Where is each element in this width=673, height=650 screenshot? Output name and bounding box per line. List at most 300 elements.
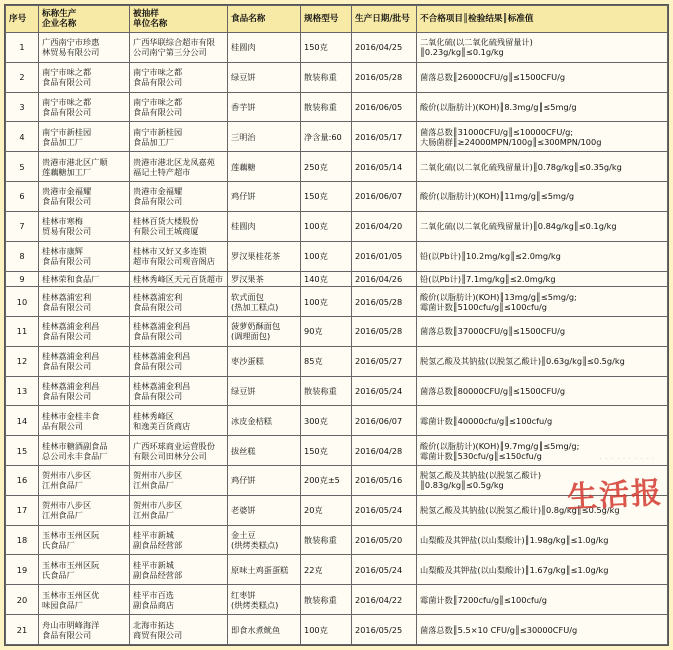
cell-line: 老婆饼: [231, 505, 256, 516]
cell-defects: [417, 182, 668, 212]
cell-sampled-unit: [130, 241, 228, 271]
cell-line: 2016/05/20: [355, 535, 403, 546]
cell-line: 拔丝糕: [231, 445, 256, 456]
cell-sampled-unit: [130, 211, 228, 241]
cell-line: 酸价(以脂肪计)(KOH)║13mg/g║≤5mg/g;: [420, 291, 577, 302]
cell-sampled-unit: [130, 182, 228, 212]
cell-producer: [39, 152, 130, 182]
cell-line: 18: [16, 535, 28, 546]
cell-line: 桂林荣和食品厂: [42, 273, 100, 284]
cell-line: 散装称重: [304, 594, 337, 605]
cell-defects: [417, 271, 668, 287]
cell-date: [352, 346, 417, 376]
cell-line: 大肠菌群║≥24000MPN/100g║≤300MPN/100g: [420, 136, 602, 147]
cell-food-name: [228, 555, 301, 585]
cell-defects: [417, 211, 668, 241]
cell-line: 桂林荔浦宏利: [42, 291, 92, 302]
cell-line: 14: [16, 415, 28, 426]
cell-food-name: [228, 585, 301, 615]
cell-line: 2016/04/26: [355, 273, 403, 284]
cell-line: 生产日期/批号: [355, 14, 410, 24]
cell-line: 味园食品厂: [42, 599, 83, 610]
cell-line: 酸价(以脂肪计)(KOH)║8.3mg/g║≤5mg/g: [420, 102, 577, 113]
cell-line: 桂林市康辉: [42, 246, 83, 257]
cell-producer: [39, 316, 130, 346]
cell-line: 桂林市寒梅: [42, 216, 83, 227]
cell-line: 100克: [304, 296, 328, 307]
cell-sampled-unit: [130, 152, 228, 182]
cell-line: 玉林市玉州区阮: [42, 559, 100, 570]
cell-defects: [417, 92, 668, 122]
table-row: [6, 211, 668, 241]
cell-spec: [301, 211, 352, 241]
cell-line: 桂平市新城: [133, 530, 174, 541]
cell-spec: [301, 436, 352, 466]
cell-defects: [417, 152, 668, 182]
cell-line: 江州食品厂: [42, 510, 83, 521]
cell-line: 南宁市味之都: [42, 67, 92, 78]
table-row: [6, 525, 668, 555]
cell-line: 桂林荔浦金利昌: [42, 380, 100, 391]
cell-line: 霉菌计数║5100cfu/g║≤100cfu/g: [420, 301, 547, 312]
header-producer: [39, 6, 130, 33]
cell-no: [6, 495, 39, 525]
table-row: [6, 346, 668, 376]
cell-line: 规格型号: [304, 14, 339, 24]
cell-producer: [39, 525, 130, 555]
cell-line: 贵港市金福耀: [42, 186, 92, 197]
cell-line: 香芋饼: [231, 102, 256, 113]
cell-line: 100克: [304, 624, 328, 635]
cell-line: 绿豆饼: [231, 385, 256, 396]
cell-food-name: [228, 465, 301, 495]
cell-line: 铅(以Pb计)║7.1mg/kg║≤2.0mg/kg: [420, 273, 556, 284]
table-row: [6, 316, 668, 346]
cell-line: 食品有限公司: [133, 331, 183, 342]
cell-producer: [39, 122, 130, 152]
cell-no: [6, 92, 39, 122]
cell-line: 二氧化硫(以二氧化硫残留量计)║0.78g/kg║≤0.35g/kg: [420, 161, 622, 172]
cell-line: 9: [19, 273, 25, 284]
cell-line: 广西环球商业运营股份: [133, 440, 215, 451]
cell-line: 不合格项目║检验结果║标准值: [420, 14, 534, 24]
cell-line: 2016/05/14: [355, 161, 403, 172]
cell-spec: [301, 495, 352, 525]
cell-line: 贸易有限公司: [42, 226, 92, 237]
cell-line: 桂林秀峰区: [133, 410, 174, 421]
cell-line: 铅(以Pb计)║10.2mg/kg║≤2.0mg/kg: [420, 251, 561, 262]
cell-line: 5: [19, 161, 25, 172]
cell-date: [352, 615, 417, 645]
cell-line: 食品有限公司: [42, 107, 92, 118]
cell-sampled-unit: [130, 62, 228, 92]
cell-line: 南宁市味之都: [42, 97, 92, 108]
cell-producer: [39, 182, 130, 212]
header-food-name: [228, 6, 301, 33]
cell-line: 和逸美百货商店: [133, 420, 191, 431]
cell-line: 即食水煮鱿鱼: [231, 624, 281, 635]
cell-line: 250克: [304, 161, 328, 172]
cell-line: 南宁市新桂园: [42, 126, 92, 137]
cell-line: 桂平市新城: [133, 559, 174, 570]
table-row: [6, 585, 668, 615]
cell-sampled-unit: [130, 465, 228, 495]
cell-defects: [417, 33, 668, 63]
cell-line: 2016/05/24: [355, 385, 403, 396]
cell-spec: [301, 376, 352, 406]
cell-food-name: [228, 495, 301, 525]
cell-line: 2016/04/20: [355, 221, 403, 232]
cell-date: [352, 555, 417, 585]
cell-line: 福记土特产超市: [133, 166, 191, 177]
cell-food-name: [228, 271, 301, 287]
cell-line: 超市有限公司观音阁店: [133, 256, 215, 267]
cell-defects: [417, 346, 668, 376]
cell-line: 贵港市港北区龙凤嘉苑: [133, 156, 215, 167]
cell-line: 序号: [9, 14, 27, 24]
cell-line: 散装称重: [304, 72, 337, 83]
cell-no: [6, 406, 39, 436]
cell-line: (烘烤类糕点): [231, 599, 279, 610]
cell-line: 副食品经营部: [133, 569, 183, 580]
cell-line: 红枣饼: [231, 589, 256, 600]
cell-spec: [301, 287, 352, 317]
cell-food-name: [228, 182, 301, 212]
cell-date: [352, 271, 417, 287]
cell-line: 4: [19, 131, 25, 142]
table-row: [6, 92, 668, 122]
cell-line: 菠萝奶酥面包: [231, 321, 281, 332]
cell-line: 鸡仔饼: [231, 475, 256, 486]
cell-date: [352, 406, 417, 436]
cell-line: 2016/05/28: [355, 296, 403, 307]
cell-line: 总公司永丰食品厂: [42, 450, 108, 461]
cell-line: 100克: [304, 251, 328, 262]
cell-no: [6, 555, 39, 585]
cell-sampled-unit: [130, 615, 228, 645]
cell-line: 300克: [304, 415, 328, 426]
cell-line: 2016/04/28: [355, 445, 403, 456]
table-row: [6, 122, 668, 152]
cell-defects: [417, 122, 668, 152]
cell-line: 12: [16, 356, 28, 367]
cell-producer: [39, 33, 130, 63]
cell-line: 食品有限公司: [133, 77, 183, 88]
table-row: [6, 436, 668, 466]
cell-line: 广西华联综合超市有限: [133, 37, 215, 48]
cell-no: [6, 525, 39, 555]
cell-food-name: [228, 211, 301, 241]
cell-spec: [301, 182, 352, 212]
cell-sampled-unit: [130, 555, 228, 585]
table-row: [6, 271, 668, 287]
cell-line: 菌落总数║37000CFU/g║≤1500CFU/g: [420, 326, 566, 337]
cell-line: 酸价(以脂肪计)(KOH)║9.7mg/g║≤5mg/g;: [420, 440, 580, 451]
cell-line: 被抽样: [133, 9, 159, 19]
cell-sampled-unit: [130, 525, 228, 555]
cell-no: [6, 316, 39, 346]
cell-defects: [417, 436, 668, 466]
cell-line: 桂圆肉: [231, 221, 256, 232]
cell-line: 北海市拓达: [133, 619, 174, 630]
cell-no: [6, 122, 39, 152]
cell-line: 副食品经营部: [133, 540, 183, 551]
cell-line: 枣沙蛋糕: [231, 356, 264, 367]
cell-line: 脱氢乙酸及其钠盐(以脱氢乙酸计)║0.63g/kg║≤0.5g/kg: [420, 356, 625, 367]
cell-line: 商贸有限公司: [133, 629, 183, 640]
cell-defects: [417, 376, 668, 406]
cell-line: 桂林荔浦金利昌: [42, 351, 100, 362]
cell-line: 85克: [304, 356, 323, 367]
cell-line: 2016/04/22: [355, 594, 403, 605]
cell-date: [352, 182, 417, 212]
cell-producer: [39, 585, 130, 615]
cell-no: [6, 287, 39, 317]
cell-line: (热加工糕点): [231, 301, 279, 312]
cell-line: 公司南宁第三分公司: [133, 47, 207, 58]
cell-defects: [417, 495, 668, 525]
table-row: [6, 495, 668, 525]
cell-line: 桂圆肉: [231, 42, 256, 53]
cell-line: 桂平市百选: [133, 589, 174, 600]
cell-defects: [417, 316, 668, 346]
cell-line: 食品有限公司: [133, 390, 183, 401]
table-row: [6, 376, 668, 406]
cell-line: 菌落总数║80000CFU/g║≤1500CFU/g: [420, 385, 566, 396]
table-row: [6, 152, 668, 182]
cell-date: [352, 376, 417, 406]
cell-line: 南宁市新桂园: [133, 126, 183, 137]
cell-date: [352, 585, 417, 615]
cell-line: 2016/05/28: [355, 72, 403, 83]
cell-date: [352, 436, 417, 466]
cell-spec: [301, 241, 352, 271]
cell-defects: [417, 62, 668, 92]
inspection-table: [5, 5, 668, 645]
cell-line: 100克: [304, 221, 328, 232]
cell-line: 90克: [304, 326, 323, 337]
cell-line: 食品有限公司: [42, 196, 92, 207]
cell-producer: [39, 436, 130, 466]
header-defects: [417, 6, 668, 33]
cell-line: 2016/04/25: [355, 42, 403, 53]
cell-line: 3: [19, 102, 25, 113]
cell-line: 19: [16, 564, 28, 575]
cell-line: 食品有限公司: [133, 301, 183, 312]
cell-line: 桂林百货大楼股份: [133, 216, 199, 227]
cell-line: 2016/05/24: [355, 564, 403, 575]
table-row: [6, 406, 668, 436]
cell-line: 南宁市味之都: [133, 67, 183, 78]
cell-line: 桂林秀峰区天元百货超市: [133, 273, 224, 284]
cell-line: (烘烤类糕点): [231, 540, 279, 551]
cell-line: 食品有限公司: [42, 256, 92, 267]
cell-date: [352, 495, 417, 525]
cell-sampled-unit: [130, 122, 228, 152]
cell-line: 食品有限公司: [42, 301, 92, 312]
cell-sampled-unit: [130, 271, 228, 287]
cell-date: [352, 62, 417, 92]
table-row: [6, 33, 668, 63]
cell-line: 净含量:60: [304, 131, 342, 142]
cell-no: [6, 211, 39, 241]
cell-line: 林贸易有限公司: [42, 47, 100, 58]
cell-line: 13: [16, 385, 28, 396]
cell-line: 散装称重: [304, 385, 337, 396]
cell-no: [6, 615, 39, 645]
cell-line: 2016/05/24: [355, 505, 403, 516]
cell-spec: [301, 122, 352, 152]
cell-line: 企业名称: [42, 19, 77, 29]
cell-line: 冰皮金桔糕: [231, 415, 272, 426]
cell-producer: [39, 62, 130, 92]
cell-date: [352, 287, 417, 317]
cell-line: 标称生产: [42, 9, 77, 19]
cell-line: 山梨酸及其钾盐(以山梨酸计)║1.67g/kg║≤1.0g/kg: [420, 564, 609, 575]
cell-line: 菌落总数║26000CFU/g║≤1500CFU/g: [420, 72, 566, 83]
cell-line: 江州食品厂: [42, 480, 83, 491]
cell-line: 150克: [304, 42, 328, 53]
cell-no: [6, 465, 39, 495]
cell-producer: [39, 211, 130, 241]
cell-no: [6, 376, 39, 406]
cell-spec: [301, 555, 352, 585]
cell-spec: [301, 615, 352, 645]
cell-no: [6, 33, 39, 63]
cell-line: 2016/05/16: [355, 475, 403, 486]
cell-food-name: [228, 346, 301, 376]
table-row: [6, 241, 668, 271]
cell-sampled-unit: [130, 495, 228, 525]
cell-line: 10: [16, 296, 28, 307]
cell-line: 20: [16, 594, 28, 605]
cell-line: 菌落总数║5.5×10 CFU/g║≤30000CFU/g: [420, 624, 578, 635]
cell-line: 2016/05/25: [355, 624, 403, 635]
cell-line: 食品有限公司: [133, 361, 183, 372]
cell-spec: [301, 62, 352, 92]
cell-line: 150克: [304, 191, 328, 202]
cell-sampled-unit: [130, 376, 228, 406]
cell-no: [6, 182, 39, 212]
cell-line: 桂林荔浦金利昌: [133, 380, 191, 391]
cell-date: [352, 241, 417, 271]
cell-line: 15: [16, 445, 28, 456]
cell-line: 桂林荔浦金利昌: [42, 321, 100, 332]
cell-no: [6, 585, 39, 615]
cell-food-name: [228, 62, 301, 92]
cell-no: [6, 152, 39, 182]
cell-line: 贺州市八步区: [42, 470, 92, 481]
cell-line: 21: [16, 624, 28, 635]
cell-no: [6, 436, 39, 466]
cell-line: 莲藕糖: [231, 161, 256, 172]
cell-defects: [417, 525, 668, 555]
cell-spec: [301, 152, 352, 182]
cell-line: (调理面包): [231, 331, 271, 342]
cell-spec: [301, 316, 352, 346]
cell-food-name: [228, 152, 301, 182]
cell-line: 8: [19, 251, 25, 262]
cell-sampled-unit: [130, 92, 228, 122]
cell-line: 散装称重: [304, 102, 337, 113]
header-no: [6, 6, 39, 33]
table-row: [6, 62, 668, 92]
cell-sampled-unit: [130, 346, 228, 376]
cell-line: 有限公司王城商厦: [133, 226, 199, 237]
cell-line: 脱氢乙酸及其钠盐(以脱氢乙酸计): [420, 470, 542, 481]
cell-line: 有限公司田林分公司: [133, 450, 207, 461]
cell-food-name: [228, 525, 301, 555]
cell-line: 菌落总数║31000CFU/g║≤10000CFU/g;: [420, 126, 574, 137]
cell-defects: [417, 465, 668, 495]
cell-line: 贺州市八步区: [42, 500, 92, 511]
cell-line: 贺州市八步区: [133, 470, 183, 481]
cell-food-name: [228, 241, 301, 271]
cell-line: 7: [19, 221, 25, 232]
cell-line: 桂林荔浦宏利: [133, 291, 183, 302]
cell-line: 莲藕糖加工厂: [42, 166, 92, 177]
cell-line: 16: [16, 475, 28, 486]
cell-line: 原味土鸡蛋蛋糕: [231, 564, 289, 575]
cell-spec: [301, 271, 352, 287]
cell-food-name: [228, 376, 301, 406]
cell-spec: [301, 92, 352, 122]
cell-line: 散装称重: [304, 535, 337, 546]
cell-line: 2016/05/28: [355, 326, 403, 337]
cell-producer: [39, 287, 130, 317]
cell-date: [352, 316, 417, 346]
cell-no: [6, 271, 39, 287]
cell-line: 绿豆饼: [231, 72, 256, 83]
header-date: [352, 6, 417, 33]
newspaper-watermark: 生活报: [566, 475, 665, 516]
cell-sampled-unit: [130, 287, 228, 317]
cell-line: 2016/05/17: [355, 131, 403, 142]
table-row: [6, 287, 668, 317]
cell-line: 软式面包: [231, 291, 264, 302]
cell-line: 金土豆: [231, 530, 256, 541]
cell-line: 食品有限公司: [133, 196, 183, 207]
cell-line: 鸡仔饼: [231, 191, 256, 202]
cell-date: [352, 152, 417, 182]
cell-line: ║0.83g/kg║≤0.5g/kg: [420, 480, 504, 491]
cell-sampled-unit: [130, 585, 228, 615]
cell-food-name: [228, 436, 301, 466]
cell-food-name: [228, 122, 301, 152]
cell-line: 广西南宁市珍惠: [42, 37, 100, 48]
cell-line: 江州食品厂: [133, 480, 174, 491]
cell-producer: [39, 241, 130, 271]
cell-line: 2016/06/05: [355, 102, 403, 113]
cell-line: 氏食品厂: [42, 540, 75, 551]
cell-producer: [39, 495, 130, 525]
cell-line: 食品加工厂: [133, 136, 174, 147]
cell-line: 食品有限公司: [42, 390, 92, 401]
table-row: [6, 615, 668, 645]
cell-line: 食品有限公司: [42, 361, 92, 372]
cell-line: 霉菌计数║530cfu/g║≤150cfu/g: [420, 450, 542, 461]
cell-sampled-unit: [130, 33, 228, 63]
cell-producer: [39, 92, 130, 122]
cell-line: 氏食品厂: [42, 569, 75, 580]
cell-producer: [39, 346, 130, 376]
inspection-table-frame: [4, 4, 669, 646]
cell-line: 脱氢乙酸及其钠盐(以脱氢乙酸计)║0.8g/kg║≤0.5g/kg: [420, 505, 620, 516]
cell-line: 玉林市玉州区优: [42, 589, 100, 600]
cell-producer: [39, 271, 130, 287]
cell-defects: [417, 615, 668, 645]
cell-line: 22克: [304, 564, 323, 575]
